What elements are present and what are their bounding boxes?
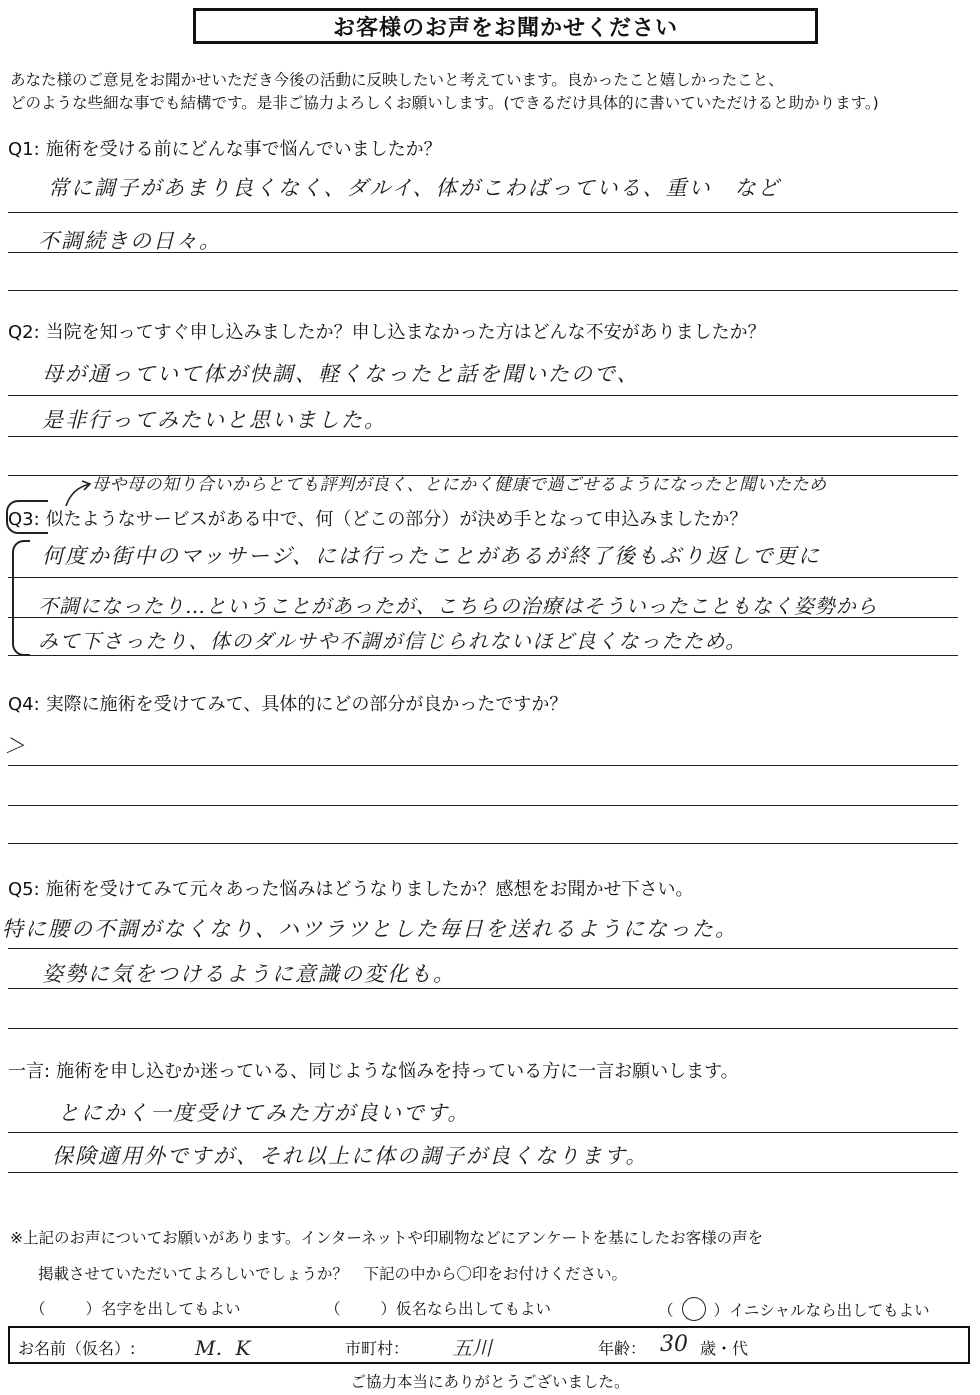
q5-answer-1: 特に腰の不調がなくなり、ハツラツとした毎日を送れるようになった。 — [2, 917, 738, 941]
q3-circle-mark — [6, 500, 48, 534]
answer-line — [8, 805, 958, 806]
q1-label: Q1: — [8, 139, 40, 160]
comment-label: 一言: — [8, 1061, 51, 1082]
comment-heading — [8, 1057, 739, 1083]
city-label: 市町村： — [345, 1339, 410, 1358]
answer-line — [8, 1028, 958, 1029]
consent-option-surname-label: 名字を出してもよい — [101, 1300, 241, 1318]
q4-answer-1: ＞ — [4, 734, 27, 758]
q4-heading — [8, 690, 567, 716]
q2-insert-note: 母や母の知り合いからとても評判が良く、とにかく健康で過ごせるようになったと聞いたため — [92, 475, 827, 495]
notice-line-2: 掲載させていただいてよろしいでしょうか？ 下記の中から〇印をお付けください。 — [38, 1265, 628, 1283]
q3-answer-bracket — [12, 540, 30, 656]
q4-label: Q4: — [8, 694, 40, 715]
comment-question: 施術を申し込むか迷っている、同じような悩みを持っている方に一言お願いします。 — [56, 1061, 739, 1082]
intro-line-1: あなた様のご意見をお聞かせいただき今後の活動に反映したいと考えています。良かったこと嬉しかったこと、 — [10, 71, 784, 89]
answer-line — [8, 212, 958, 213]
q1-answer-1: 常に調子があまり良くなく、ダルイ、体がこわばっている、重い など — [48, 176, 781, 200]
answer-line — [8, 577, 958, 578]
insert-arrow-icon — [62, 478, 94, 508]
q1-answer-2: 不調続きの日々。 — [38, 229, 222, 253]
close-paren: ） — [380, 1300, 397, 1318]
q3-label: Q3: — [8, 509, 40, 530]
answer-line — [8, 843, 958, 844]
q5-label: Q5: — [8, 879, 40, 900]
q5-heading — [8, 875, 694, 901]
close-paren: ） — [713, 1301, 730, 1320]
answer-line — [8, 395, 958, 396]
consent-option-pseudonym[interactable] — [325, 1297, 551, 1319]
notice-line-1: ※上記のお声についてお願いがあります。インターネットや印刷物などにアンケートを基にしたお客様の声を — [10, 1229, 764, 1247]
name-label: お名前（仮名）: — [18, 1339, 136, 1358]
q2-question: 当院を知ってすぐ申し込みましたか？申し込まなかった方はどんな不安がありましたか？ — [45, 322, 766, 343]
answer-line — [8, 252, 958, 253]
q3-heading — [8, 505, 747, 531]
consent-option-initials[interactable] — [658, 1297, 930, 1325]
q2-heading — [8, 318, 766, 344]
q3-answer-3: みて下さったり、体のダルサや不調が信じられないほど良くなったため。 — [38, 629, 747, 653]
intro-line-2: どのような些細な事でも結構です。是非ご協力よろしくお願いします。(できるだけ具体的に書いていただけると助かります。) — [10, 94, 879, 112]
comment-answer-1: とにかく一度受けてみた方が良いです。 — [58, 1101, 471, 1125]
answer-line — [8, 948, 958, 949]
q1-question: 施術を受ける前にどんな事で悩んでいましたか？ — [45, 139, 442, 160]
q3-answer-1: 何度か街中のマッサージ、には行ったことがあるが終了後もぶり返しで更に — [42, 544, 822, 568]
answer-line — [8, 765, 958, 766]
open-paren: （ — [30, 1300, 46, 1318]
answer-line — [8, 1172, 958, 1173]
answer-line — [8, 988, 958, 989]
answer-line — [8, 436, 958, 437]
age-suffix: 歳・代 — [700, 1339, 749, 1358]
answer-line — [8, 655, 958, 656]
answer-line — [8, 617, 958, 618]
open-paren: （ — [658, 1301, 674, 1320]
close-paren: ） — [85, 1300, 102, 1318]
q3-question: 似たようなサービスがある中で、何（どこの部分）が決め手となって申込みましたか？ — [45, 509, 748, 530]
open-paren: （ — [325, 1300, 341, 1318]
q4-question: 実際に施術を受けてみて、具体的にどの部分が良かったですか？ — [45, 694, 568, 715]
age-value: 30 — [660, 1332, 688, 1357]
page-title: お客様のお声をお聞かせください — [193, 8, 818, 44]
answer-line — [8, 290, 958, 291]
q1-heading — [8, 135, 442, 161]
consent-option-initials-label: イニシャルなら出してもよい — [729, 1301, 930, 1320]
selected-circle-icon — [682, 1297, 706, 1321]
name-value: M．K — [195, 1336, 251, 1360]
q3-answer-2: 不調になったり…ということがあったが、こちらの治療はそういったこともなく姿勢から — [38, 594, 878, 618]
consent-option-surname[interactable] — [30, 1297, 241, 1319]
age-label: 年齢： — [598, 1339, 647, 1358]
q5-answer-2: 姿勢に気をつけるように意識の変化も。 — [42, 962, 456, 986]
q2-answer-1: 母が通っていて体が快調、軽くなったと話を聞いたので、 — [42, 362, 640, 386]
footer-thanks: ご協力本当にありがとうございました。 — [350, 1373, 630, 1391]
q5-question: 施術を受けてみて元々あった悩みはどうなりましたか？感想をお聞かせ下さい。 — [45, 879, 694, 900]
q2-answer-2: 是非行ってみたいと思いました。 — [42, 408, 387, 432]
city-value: 五川 — [452, 1336, 492, 1360]
q2-label: Q2: — [8, 322, 40, 343]
consent-option-pseudonym-label: 仮名なら出してもよい — [396, 1300, 552, 1318]
answer-line — [8, 1132, 958, 1133]
comment-answer-2: 保険適用外ですが、それ以上に体の調子が良くなります。 — [52, 1144, 649, 1168]
